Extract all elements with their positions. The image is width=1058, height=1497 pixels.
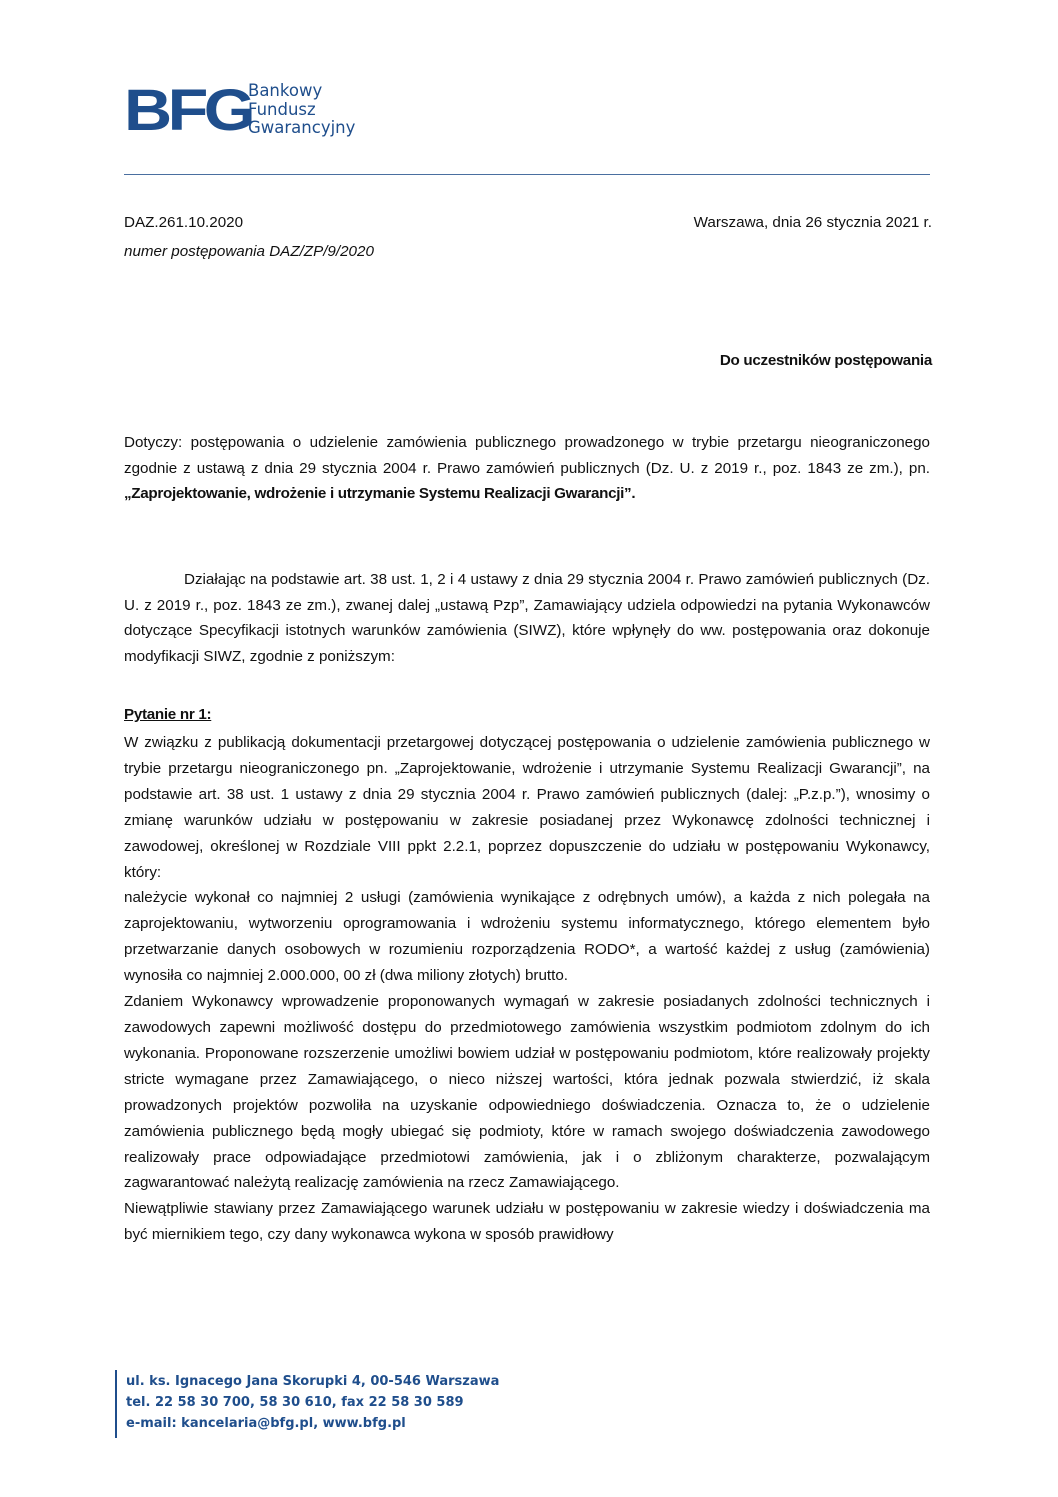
footer — [126, 1372, 499, 1434]
question-body — [124, 730, 930, 1248]
header-divider — [124, 174, 930, 175]
reference-number: DAZ.261.10.2020 — [124, 214, 244, 231]
footer-phones: tel. 22 58 30 700, 58 30 610, fax 22 58 30 589 — [126, 1394, 464, 1410]
question-title: Pytanie nr 1: — [124, 706, 212, 723]
subject-paragraph — [124, 430, 930, 507]
addressee: Do uczestników postępowania — [719, 352, 932, 369]
footer-contact[interactable]: e-mail: kancelaria@bfg.pl, www.bfg.pl — [126, 1415, 406, 1431]
logo-mark: BFG — [124, 78, 252, 143]
logo-line-1: Bankowy — [248, 81, 323, 100]
question-paragraph: Niewątpliwie stawiany przez Zamawiającego warunek udziału w postępowaniu w zakresie wiedzy i doświadczenia ma być miernikiem tego, czy dany wykonawca wykona w sposób prawidłowy — [124, 1200, 930, 1244]
logo-line-2: Fundusz — [248, 99, 316, 119]
date-line: Warszawa, dnia 26 stycznia 2021 r. — [693, 214, 932, 231]
subject-title: „Zaprojektowanie, wdrożenie i utrzymanie Systemu Realizacji Gwarancji”. — [124, 485, 636, 503]
footer-bar — [115, 1370, 117, 1438]
intro-paragraph: Działając na podstawie art. 38 ust. 1, 2 i 4 ustawy z dnia 29 stycznia 2004 r. Prawo zamówień publicznych (Dz. U. z 2019 r., poz. 1843 ze zm.), zwanej dalej „ustawą Pzp”, Zamawiający udziela odpowiedzi na pytania Wykonawców dotyczące Specyfikacji istotnych warunków zamówienia (SIWZ), które wpłynęły do ww. postępowania oraz dokonuje modyfikacji SIWZ, zgodnie z poniższym: — [124, 571, 930, 666]
logo-line-3: Gwarancyjny — [248, 118, 356, 137]
case-number: numer postępowania DAZ/ZP/9/2020 — [124, 243, 374, 260]
logo-text — [248, 82, 355, 138]
subject-prefix: Dotyczy: postępowania o udzielenie zamówienia publicznego prowadzonego w trybie przetargu nieograniczonego zgodnie z ustawą z dnia 29 stycznia 2004 r. Prawo zamówień publicznych (Dz. U. z 2019 r., poz. 1843 ze zm.), pn. — [124, 434, 930, 477]
bfg-logo — [124, 78, 384, 143]
question-paragraph: Zdaniem Wykonawcy wprowadzenie proponowanych wymagań w zakresie posiadanych zdolności technicznych i zawodowych zapewni możliwość dostępu do przedmiotowego zamówienia wszystkim podmiotom zdolnym do ich wykonania. Proponowane rozszerzenie umożliwi bowiem udział w postępowaniu podmiotom, które realizowały projekty stricte wymagane przez Zamawiającego, o nieco niższej wartości, która jednak pozwala stwierdzić, iż skala prowadzonych projektów pozwoliła na uzyskanie odpowiedniego doświadczenia. Oznacza to, że o udzielenie zamówienia publicznego będą mogły ubiegać się podmioty, które w ramach swojego doświadczenia zawodowego realizowały prace odpowiadające przedmiotowi zamówienia, jak i o zbliżonym charakterze, pozwalającym zagwarantować należytą realizację zamówienia na rzecz Zamawiającego. — [124, 993, 930, 1192]
question-paragraph: W związku z publikacją dokumentacji przetargowej dotyczącej postępowania o udzielenie zamówienia publicznego w trybie przetargu nieograniczonego pn. „Zaprojektowanie, wdrożenie i utrzymanie Systemu Realizacji Gwarancji”, na podstawie art. 38 ust. 1 ustawy z dnia 29 stycznia 2004 r. Prawo zamówień publicznych (dalej: „P.z.p.”), wnosimy o zmianę warunków udziału w postępowaniu w zakresie posiadanej przez Wykonawcę zdolności technicznej i zawodowej, określonej w Rozdziale VIII ppkt 2.2.1, poprzez dopuszczenie do udziału w postępowaniu Wykonawcy, który: — [124, 734, 930, 881]
footer-address: ul. ks. Ignacego Jana Skorupki 4, 00-546 Warszawa — [126, 1374, 500, 1389]
question-paragraph: należycie wykonał co najmniej 2 usługi (zamówienia wynikające z odrębnych umów), a każda z nich polegała na zaprojektowaniu, wytworzeniu oprogramowania i wdrożeniu systemu informatycznego, którego elementem było przetwarzanie danych osobowych w rozumieniu rozporządzenia RODO*, a wartość każdej z usług (zamówienia) wynosiła co najmniej 2.000.000, 00 zł (dwa miliony złotych) brutto. — [124, 889, 930, 985]
